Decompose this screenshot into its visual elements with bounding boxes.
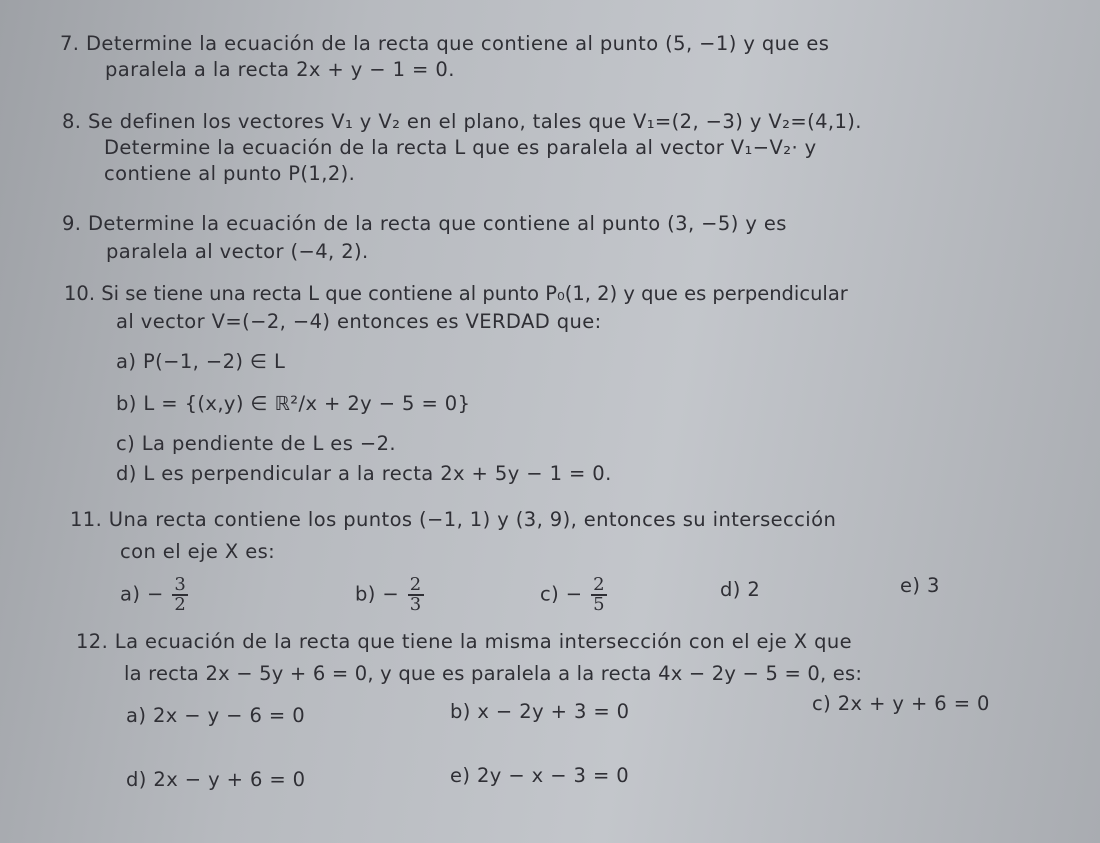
problem-9-line-1: 9. Determine la ecuación de la recta que contiene al punto (3, −5) y es	[62, 212, 787, 235]
option-a-fraction	[172, 576, 188, 614]
problem-12-option-c: c) 2x + y + 6 = 0	[812, 692, 990, 715]
problem-8-line-1: 8. Se definen los vectores V₁ y V₂ en el plano, tales que V₁=(2, −3) y V₂=(4,1).	[62, 110, 862, 133]
problem-8-line-2: Determine la ecuación de la recta L que es paralela al vector V₁−V₂· y	[104, 136, 817, 159]
option-a-denominator: 2	[174, 594, 187, 615]
problem-10-option-d: d) L es perpendicular a la recta 2x + 5y − 1 = 0.	[116, 462, 612, 485]
problem-7-line-2: paralela a la recta 2x + y − 1 = 0.	[105, 58, 455, 81]
problem-11-line-1: 11. Una recta contiene los puntos (−1, 1) y (3, 9), entonces su intersección	[70, 508, 837, 531]
problem-12-option-a: a) 2x − y − 6 = 0	[126, 704, 306, 727]
option-a-sign: −	[146, 582, 164, 606]
problem-7-line-1: 7. Determine la ecuación de la recta que contiene al punto (5, −1) y que es	[60, 32, 830, 55]
option-b-fraction	[408, 576, 424, 614]
problem-12-option-d: d) 2x − y + 6 = 0	[126, 768, 306, 791]
option-a-label: a)	[120, 582, 141, 606]
problem-9-line-2: paralela al vector (−4, 2).	[106, 240, 369, 263]
problem-12-option-e: e) 2y − x − 3 = 0	[450, 764, 630, 787]
option-c-fraction	[591, 576, 607, 614]
problem-11-option-b	[355, 576, 424, 614]
option-a-numerator: 3	[174, 574, 187, 595]
problem-12-line-2: la recta 2x − 5y + 6 = 0, y que es paralela a la recta 4x − 2y − 5 = 0, es:	[124, 662, 863, 685]
problem-10-option-c: c) La pendiente de L es −2.	[116, 432, 397, 455]
problem-10-option-b: b) L = {(x,y) ∈ ℝ²/x + 2y − 5 = 0}	[116, 392, 471, 415]
option-c-sign: −	[565, 582, 583, 606]
problem-12-option-b: b) x − 2y + 3 = 0	[450, 700, 630, 723]
option-c-label: c)	[540, 582, 560, 606]
problem-11-option-d: d) 2	[720, 578, 761, 601]
problem-8-line-3: contiene al punto P(1,2).	[104, 162, 356, 185]
problem-11-option-e: e) 3	[900, 574, 940, 597]
problem-12-line-1: 12. La ecuación de la recta que tiene la misma intersección con el eje X que	[76, 630, 853, 653]
option-c-numerator: 2	[593, 574, 605, 595]
problem-10-option-a: a) P(−1, −2) ∈ L	[116, 350, 286, 373]
problem-10-line-2: al vector V=(−2, −4) entonces es VERDAD que:	[116, 310, 602, 333]
option-b-label: b)	[355, 582, 376, 606]
problem-11-line-2: con el eje X es:	[120, 540, 276, 563]
option-c-denominator: 5	[593, 594, 605, 615]
option-b-denominator: 3	[409, 594, 422, 615]
problem-11-option-c	[540, 576, 607, 614]
option-b-sign: −	[382, 582, 400, 606]
problem-11-option-a	[120, 576, 188, 614]
problem-10-line-1: 10. Si se tiene una recta L que contiene al punto P₀(1, 2) y que es perpendicular	[64, 282, 848, 305]
option-b-numerator: 2	[409, 574, 422, 595]
